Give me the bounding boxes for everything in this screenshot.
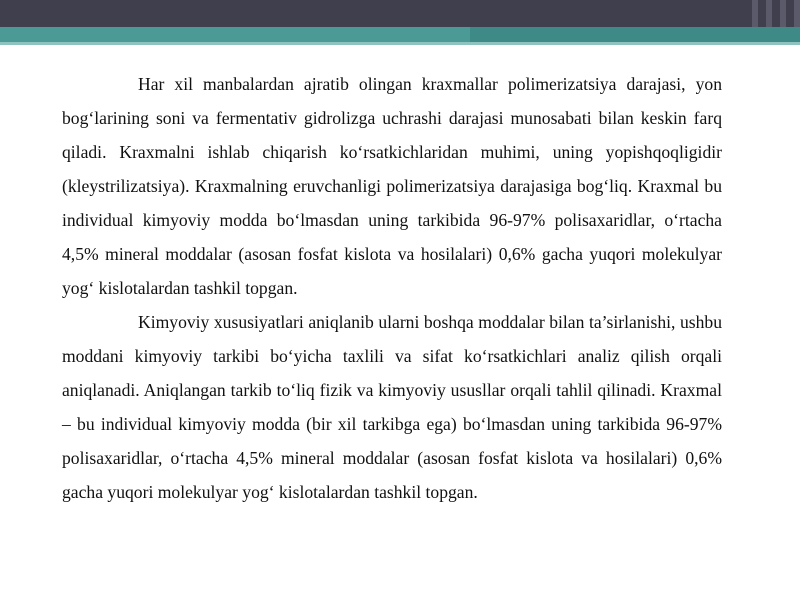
- teal-accent-strip: [0, 42, 800, 45]
- teal-accent-band-right: [470, 27, 800, 42]
- top-header-bar: [0, 0, 800, 27]
- paragraph-1: Har xil manbalardan ajratib olingan kraxmallar polimerizatsiya darajasi, yon bog‘larining soni va fermentativ gidrolizga uchrashi darajasi munosabati bilan keskin farq qiladi. Kraxmalni ishlab chiqarish ko‘rsatkichlaridan muhimi, uning yopishqoqligidir (kleystrilizatsiya). Kraxmalning eruvchanligi polimerizatsiya darajasiga bog‘liq. Kraxmal bu individual kimyoviy modda bo‘lmasdan uning tarkibida 96-97% polisaxaridlar, o‘rtacha 4,5% mineral moddalar (asosan fosfat kislota va hosilalari) 0,6% gacha yuqori molekulyar yog‘ kislotalardan tashkil topgan.: [62, 74, 722, 298]
- paragraph-2: Kimyoviy xususiyatlari aniqlanib ularni boshqa moddalar bilan ta’sirlanishi, ushbu moddani kimyoviy tarkibi bo‘yicha taxlili va sifat ko‘rsatkichlari analiz qilish orqali aniqlanadi. Aniqlangan tarkib to‘liq fizik va kimyoviy ususllar orqali tahlil qilinadi. Kraxmal – bu individual kimyoviy modda (bir xil tarkibga ega) bo‘lmasdan uning tarkibida 96-97% polisaxaridlar, o‘rtacha 4,5% mineral moddalar (asosan fosfat kislota va hosilalari) 0,6% gacha yuqori molekulyar yog‘ kislotalardan tashkil topgan.: [62, 312, 722, 502]
- slide-body-text: [62, 67, 722, 509]
- header-stripes: [744, 0, 800, 27]
